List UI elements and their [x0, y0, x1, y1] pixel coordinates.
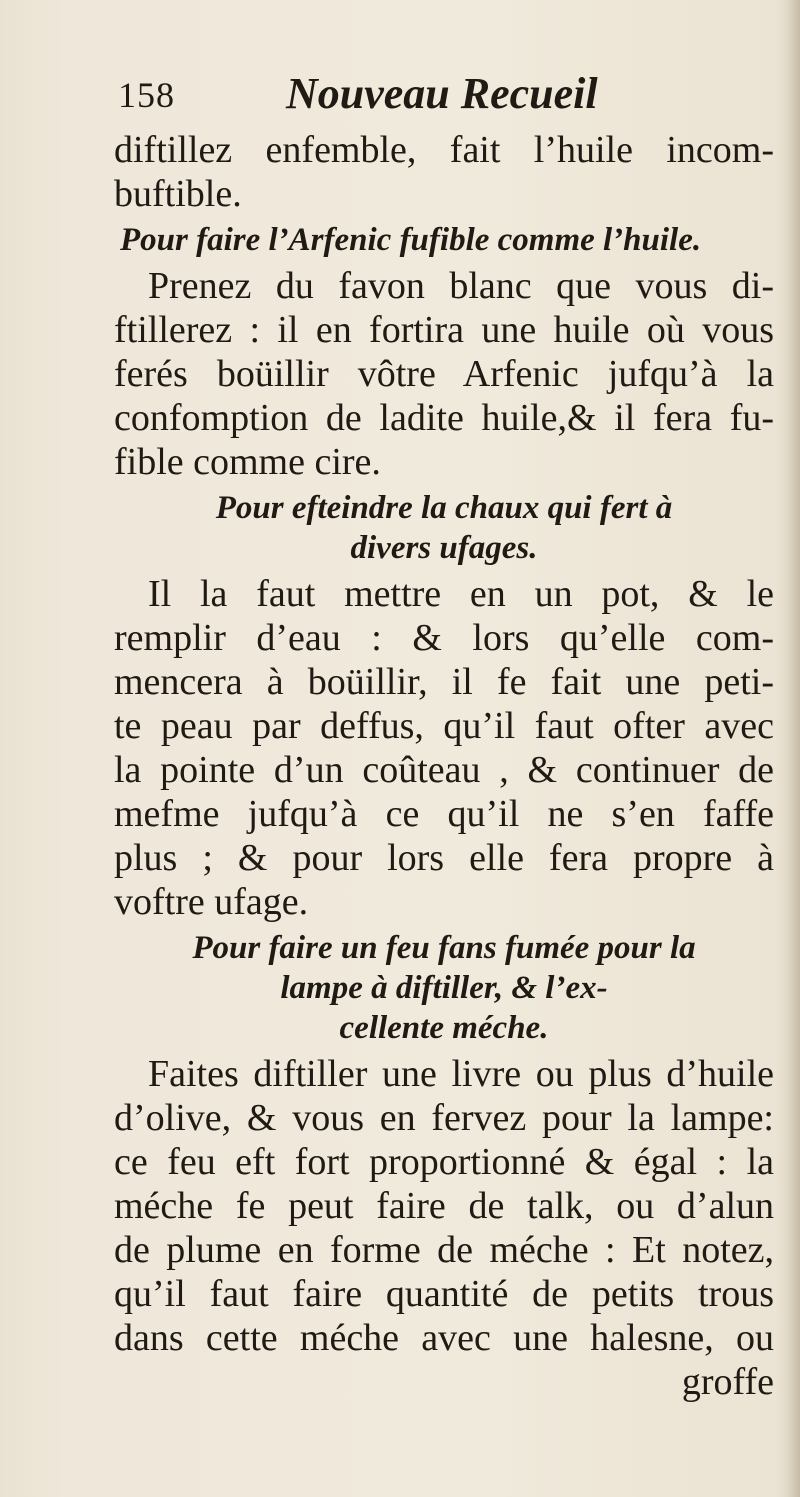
text-line: ferés boüillir vôtre Arfenic jufqu’à la	[114, 353, 774, 395]
section-heading-arsenic	[114, 220, 774, 260]
page-edge-shadow	[786, 0, 800, 1497]
text-line: Il la faut mettre en un pot, & le	[148, 573, 774, 615]
page-header	[118, 68, 638, 120]
running-title: Nouveau Recueil	[286, 69, 598, 118]
text-line: buftible.	[114, 173, 242, 215]
text-line: confomption de ladite huile,& il fera fu-	[114, 397, 774, 439]
section-heading-chaux	[114, 488, 774, 568]
text-line: mencera à boüillir, il fe fait une peti-	[114, 661, 774, 703]
text-line: voftre ufage.	[114, 881, 309, 923]
text-line: te peau par deffus, qu’il faut ofter avec	[114, 705, 774, 747]
paragraph-chaux	[114, 572, 774, 924]
text-line: ftillerez : il en fortira une huile où vous	[114, 309, 774, 351]
paragraph-arsenic	[114, 264, 774, 484]
text-line: la pointe d’un coûteau , & continuer de	[114, 749, 774, 791]
heading-line: Pour efteindre la chaux qui fert à	[215, 490, 673, 526]
text-line: qu’il faut faire quantité de petits trous	[114, 1273, 774, 1315]
paragraph-feu	[114, 1052, 774, 1360]
section-heading-feu	[114, 928, 774, 1048]
heading-line: cellente méche.	[339, 1010, 549, 1046]
text-line: fible comme cire.	[114, 441, 381, 483]
page-number: 158	[118, 75, 175, 115]
text-line: de plume en forme de méche : Et notez,	[114, 1229, 774, 1271]
catchword: groffe	[681, 1361, 774, 1403]
text-line: Prenez du favon blanc que vous di-	[148, 265, 774, 307]
text-line: méche fe peut faire de talk, ou d’alun	[114, 1185, 774, 1227]
text-line: diftillez enfemble, fait l’huile incom-	[114, 129, 774, 171]
text-line: dans cette méche avec une halesne, ou	[114, 1317, 774, 1359]
text-line: remplir d’eau : & lors qu’elle com-	[114, 617, 774, 659]
heading-line: lampe à diftiller, & l’ex-	[280, 970, 608, 1006]
paragraph-continued	[114, 128, 774, 216]
text-line: ce feu eft fort proportionné & égal : la	[114, 1141, 774, 1183]
page-body	[114, 128, 774, 1404]
text-line: plus ; & pour lors elle fera propre à	[114, 837, 774, 879]
text-line: Faites diftiller une livre ou plus d’huile	[148, 1053, 774, 1095]
heading-line: Pour faire l’Arfenic fufible comme l’huile.	[120, 222, 702, 258]
text-line: mefme jufqu’à ce qu’il ne s’en faffe	[114, 793, 774, 835]
heading-line: divers ufages.	[350, 530, 538, 566]
text-line: d’olive, & vous en fervez pour la lampe:	[114, 1097, 774, 1139]
heading-line: Pour faire un feu fans fumée pour la	[192, 930, 696, 966]
